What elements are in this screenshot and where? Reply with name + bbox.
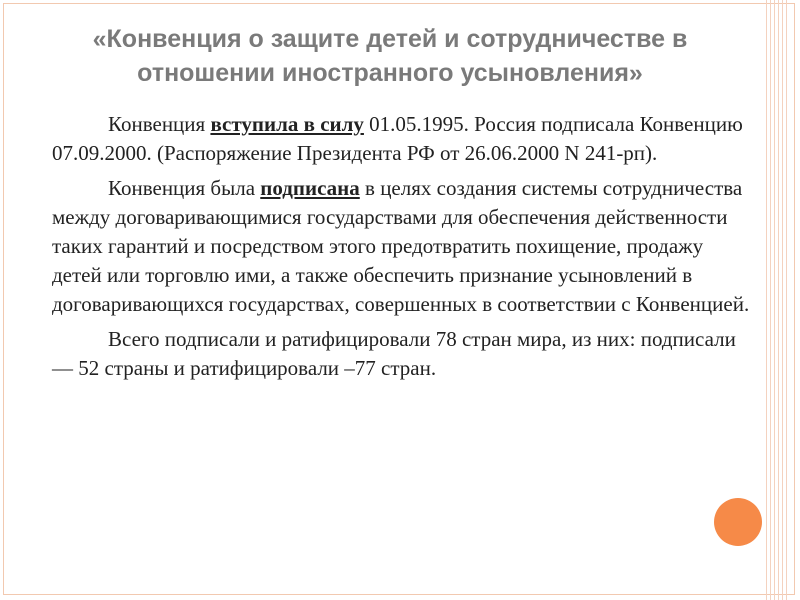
paragraph-1-emphasis: вступила в силу bbox=[210, 112, 364, 136]
slide-title: «Конвенция о защите детей и сотрудничестве в отношении иностранного усыновления» bbox=[92, 25, 688, 87]
paragraph-entry-into-force bbox=[52, 110, 752, 168]
slide-body bbox=[52, 110, 752, 389]
paragraph-2-emphasis: подписана bbox=[260, 176, 360, 200]
orange-circle-decoration bbox=[714, 498, 762, 546]
paragraph-2-text-after: в целях создания системы сотрудничества между договаривающимися государствами для обеспечения действенности таких гарантий и посредством этого предотвратить похищение, продажу детей или торговлю ими, а также обеспечить признание усыновлений в договаривающихся государствах, совершенных в соответствии с Конвенцией. bbox=[52, 176, 750, 316]
decorative-stripes bbox=[766, 0, 788, 600]
paragraph-2-text-before: Конвенция была bbox=[108, 176, 261, 200]
paragraph-purpose bbox=[52, 174, 752, 319]
paragraph-1-text-after: 01.05.1995. Россия подписала Конвенцию 07.09.2000. (Распоряжение Президента РФ от 26.06.2000 N 241-рп). bbox=[52, 112, 743, 165]
paragraph-ratification-count: Всего подписали и ратифицировали 78 стран мира, из них: подписали — 52 страны и ратифицировали –77 стран. bbox=[52, 327, 736, 380]
paragraph-1-text-before: Конвенция bbox=[108, 112, 211, 136]
